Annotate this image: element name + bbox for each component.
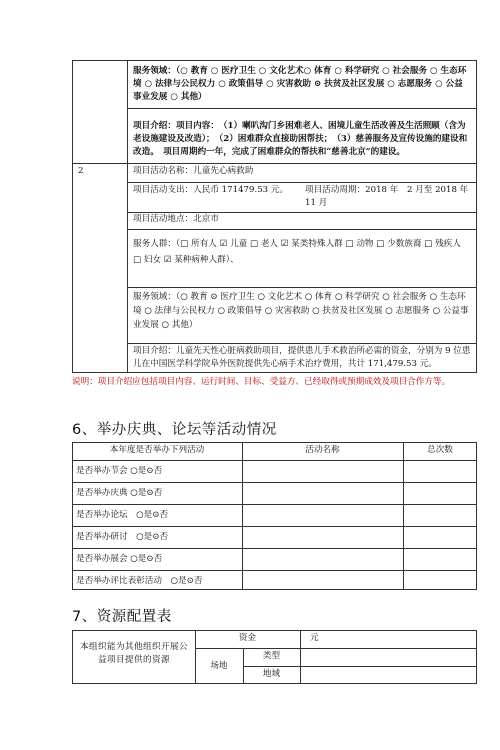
activity-row-awards[interactable]: 是否举办评比表彰活动 ○是⊙否 xyxy=(76,576,203,586)
index-column-divider xyxy=(127,60,128,373)
venue-area-label: 地域 xyxy=(262,669,281,679)
column-divider xyxy=(242,442,243,590)
venue-label: 场地 xyxy=(210,661,228,671)
resource-left-label: 本组织能为其他组织开展公益项目提供的资源 xyxy=(80,642,188,665)
project2-intro: 项目介绍：儿童先天性心脏病救助项目，提供患儿手术救治所必需的资金，分别为 9 位患儿在中国医学科学院阜外医院提供先心病手术治疗费用，共计 171,479.53 元。 xyxy=(133,346,471,369)
activity-row-celebration[interactable]: 是否举办庆典 ○是⊙否 xyxy=(76,488,163,498)
table-note: 说明：项目介绍应包括项目内容、运行时间、目标、受益方、已经取得或预期成效及项目合作方等。 xyxy=(72,377,451,387)
section6-title: 6、举办庆典、论坛等活动情况 xyxy=(72,422,277,438)
project2-period: 项目活动周期：2018 年 2 月至 2018 年 11 月 xyxy=(305,185,469,208)
row-divider xyxy=(127,343,477,344)
row-divider xyxy=(72,504,477,505)
row-divider xyxy=(72,460,477,461)
header-total-count: 总次数 xyxy=(427,445,453,455)
row-divider xyxy=(72,526,477,527)
fund-label: 资金 xyxy=(238,633,257,643)
section7-title: 7、资源配置表 xyxy=(72,609,172,625)
header-activity-held: 本年度是否举办下列活动 xyxy=(109,445,205,455)
project1-intro: 项目介绍：项目内容： （1）喇叭沟门乡困难老人、困境儿童生活改善及生活照顾（含为老设施建设及改造）； （2）困难群众直接助困帮扶； （3）慈善服务及宣传设施的建设和改造。 项目周期约一年，完成了困难群众的帮扶和“慈善北京”的建设。 xyxy=(133,121,468,157)
activity-row-forum[interactable]: 是否举办论坛 ○是⊙否 xyxy=(76,510,169,520)
project2-location: 项目活动地点：北京市 xyxy=(133,214,219,224)
project2-beneficiaries: 服务人群：（□ 所有人 ☑ 儿童 □ 老人 ☑ 某类特殊人群 □ 动物 □ 少数族裔 □ 残疾人 □ 妇女 ☑ 某种病种人群）、 xyxy=(133,239,461,265)
row-divider xyxy=(127,108,477,109)
column-divider xyxy=(403,442,404,590)
column-divider xyxy=(300,630,301,684)
row-divider xyxy=(127,182,477,183)
row-divider xyxy=(72,163,477,164)
row-divider xyxy=(72,548,477,549)
project2-index: 2 xyxy=(78,166,84,176)
venue-type-label: 类型 xyxy=(262,651,281,661)
row-divider xyxy=(72,570,477,571)
project2-name: 项目活动名称：儿童先心病救助 xyxy=(133,166,254,176)
activity-row-seminar[interactable]: 是否举办研讨 ○是⊙否 xyxy=(76,532,169,542)
fund-unit: 元 xyxy=(310,633,319,643)
project1-service-field: 服务领域：（○ 教育 ○ 医疗卫生 ○ 文化艺术○ 体育 ○ 科学研究 ○ 社会服务 ○ 生态环境 ○ 法律与公民权力 ○ 政策倡导 ○ 灾害救助 ⊙ 扶贫及社区发展 ○ 志愿服务 ○ 公益事业发展 ○ 其他） xyxy=(133,66,467,102)
activity-row-exhibition[interactable]: 是否举办展会 ○是⊙否 xyxy=(76,554,163,564)
row-divider xyxy=(72,482,477,483)
header-activity-name: 活动名称 xyxy=(305,445,340,455)
row-divider xyxy=(243,666,477,667)
activity-row-festival[interactable]: 是否举办节会 ○是⊙否 xyxy=(76,466,163,476)
row-divider xyxy=(127,229,477,230)
project2-expense: 项目活动支出：人民币 171479.53 元。 xyxy=(133,185,289,195)
row-divider xyxy=(127,287,477,288)
project2-service-field: 服务领域：（○ 教育 ⊙ 医疗卫生 ○ 文化艺术 ○ 体育 ○ 科学研究 ○ 社会服务 ○ 生态环境 ○ 法律与公民权力 ○ 政策倡导 ○ 灾害救助 ○ 扶贫及社区发展 ○ 志愿服务 ○ 公益事业发展 ○ 其他） xyxy=(133,292,469,330)
row-divider xyxy=(195,648,477,649)
